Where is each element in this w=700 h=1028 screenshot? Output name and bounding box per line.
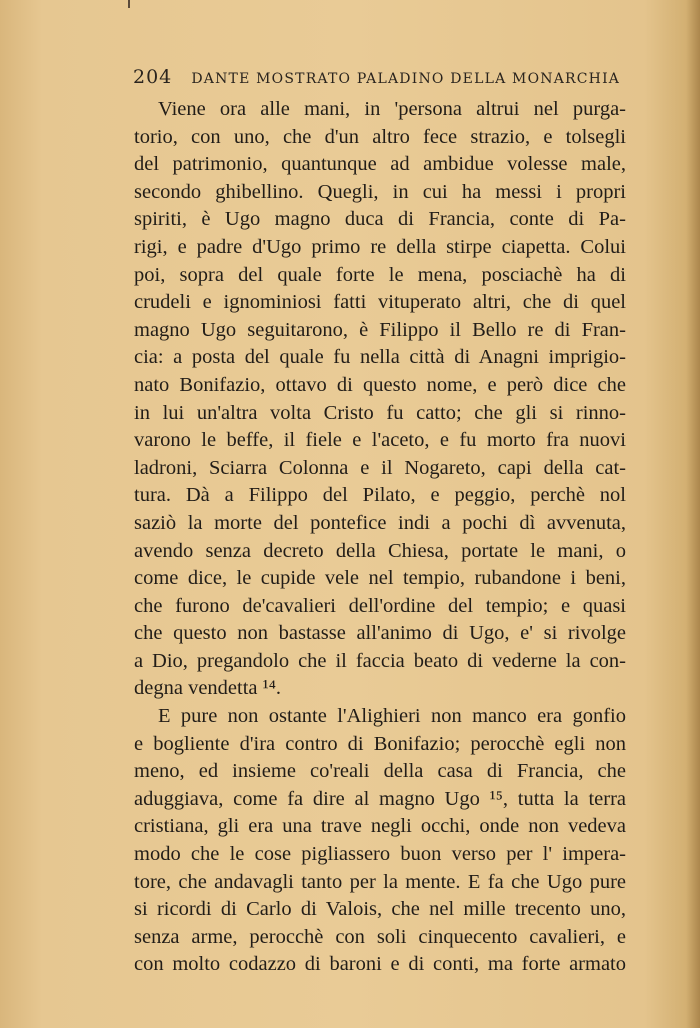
running-title: DANTE MOSTRATO PALADINO DELLA MONARCHIA [191, 71, 621, 87]
text-line: torio, con uno, che d'un altro fece strazio, e tolsegli [134, 125, 626, 148]
page-number: 204 [133, 66, 173, 88]
text-line: in lui un'altra volta Cristo fu catto; che gli si rinno- [134, 401, 626, 424]
text-line: cristiana, gli era una trave negli occhi, onde non vedeva [134, 815, 626, 838]
running-head [133, 66, 621, 88]
text-line: con molto codazzo di baroni e di conti, ma forte armato [134, 953, 626, 976]
page-edge-shadow [686, 0, 700, 1028]
text-line: Viene ora alle mani, in 'persona altrui nel purga- [158, 98, 626, 120]
text-line: a Dio, pregandolo che il faccia beato di vederne la con- [134, 649, 626, 672]
text-line: si ricordi di Carlo di Valois, che nel mille trecento uno, [134, 898, 626, 921]
text-line: saziò la morte del pontefice indi a pochi dì avvenuta, [134, 511, 626, 534]
text-line: aduggiava, come fa dire al magno Ugo ¹⁵, tutta la terra [134, 787, 626, 810]
text-line: spiriti, è Ugo magno duca di Francia, conte di Pa- [134, 208, 626, 231]
text-line: E pure non ostante l'Alighieri non manco era gonfio [158, 705, 626, 728]
text-line: come dice, le cupide vele nel tempio, rubandone i beni, [134, 567, 626, 590]
text-line: secondo ghibellino. Quegli, in cui ha messi i propri [134, 180, 626, 203]
text-line: varono le beffe, il fiele e l'aceto, e fu morto fra nuovi [134, 429, 626, 452]
text-line: poi, sopra del quale forte le mena, posciachè ha di [134, 263, 626, 286]
text-line: senza arme, perocchè con soli cinquecento cavalieri, e [134, 925, 626, 948]
text-line: e bogliente d'ira contro di Bonifazio; perocchè egli non [134, 732, 626, 755]
text-line: del patrimonio, quantunque ad ambidue volesse male, [134, 153, 626, 176]
text-line: che furono de'cavalieri dell'ordine del tempio; e quasi [134, 594, 626, 617]
text-line: tore, che andavagli tanto per la mente. E fa che Ugo pure [134, 870, 626, 893]
text-line: meno, ed insieme co'reali della casa di Francia, che [134, 760, 626, 783]
text-line: nato Bonifazio, ottavo di questo nome, e però dice che [134, 373, 626, 396]
text-line: tura. Dà a Filippo del Pilato, e peggio, perchè nol [134, 484, 626, 507]
text-line: degna vendetta ¹⁴. [134, 677, 282, 700]
text-line: avendo senza decreto della Chiesa, portate le mani, o [134, 539, 626, 562]
print-mark [128, 0, 130, 8]
text-line: ladroni, Sciarra Colonna e il Nogareto, capi della cat- [134, 456, 626, 479]
body-text [134, 96, 626, 979]
text-line: cia: a posta del quale fu nella città di Anagni imprigio- [134, 346, 626, 369]
text-line: crudeli e ignominiosi fatti vituperato altri, che di quel [134, 291, 626, 314]
text-line: che questo non bastasse all'animo di Ugo, e' si rivolge [134, 622, 626, 645]
text-line: modo che le cose pigliassero buon verso per l' impera- [134, 843, 626, 866]
text-line: magno Ugo seguitarono, è Filippo il Bello re di Fran- [134, 318, 626, 341]
text-line: rigi, e padre d'Ugo primo re della stirpe ciapetta. Colui [134, 235, 626, 258]
